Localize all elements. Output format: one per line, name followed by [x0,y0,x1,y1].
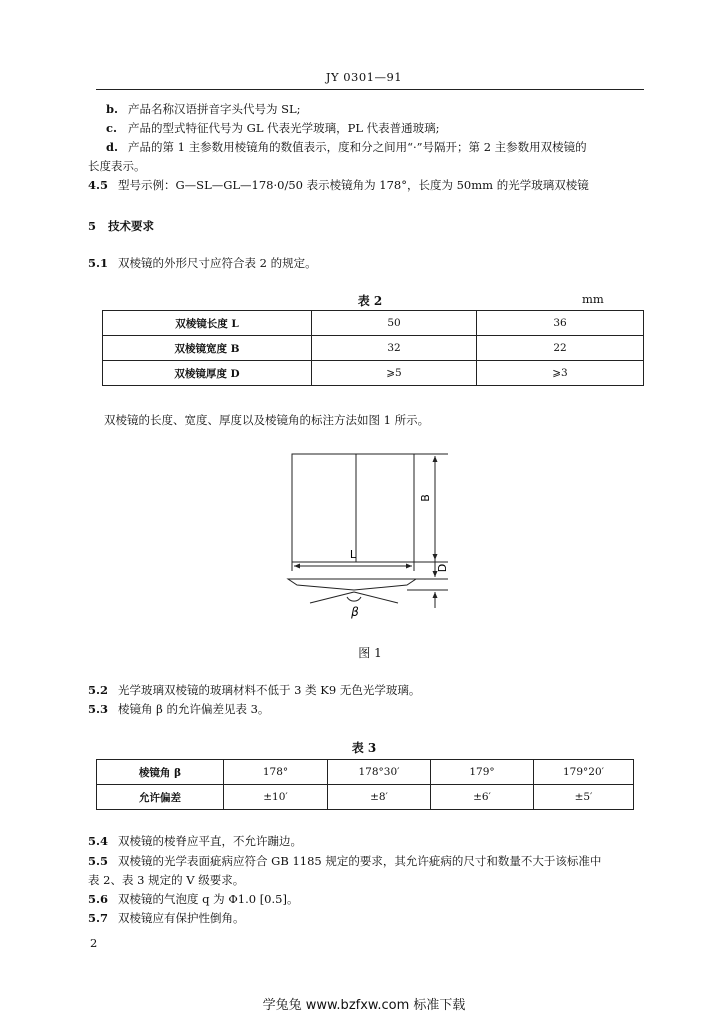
clause-5-5-number: 5.5 [88,854,109,868]
clause-4-5-number: 4.5 [88,178,109,192]
item-c-text: 产品的型式特征代号为 GL 代表光学玻璃，PL 代表普通玻璃; [128,121,440,135]
document-code: JY 0301—91 [325,70,403,84]
label-b: B [419,494,432,502]
table2-cell: 36 [477,311,644,336]
clause-4-5-text: 型号示例：G—SL—GL—178·0/50 表示棱镜角为 178°，长度为 50mm 的光学玻璃双棱镜 [118,178,589,192]
item-b-marker: b. [106,102,119,116]
table3-tolerance: ±5′ [534,785,634,810]
table3-angle: 178°30′ [328,760,431,785]
item-b-text: 产品名称汉语拼音字头代号为 SL; [128,102,301,116]
header-rule [96,89,644,90]
table-row [97,785,634,810]
table3-tolerance-label: 允许偏差 [97,785,224,810]
table3-angle: 178° [224,760,328,785]
label-l: L [349,548,357,561]
clause-5-3-number: 5.3 [88,702,109,716]
table3-angle: 179°20′ [534,760,634,785]
footer-watermark: 学兔兔 www.bzfxw.com 标准下载 [262,998,466,1013]
table2-label-width: 双棱镜宽度 B [103,336,312,361]
table2-label-length: 双棱镜长度 L [103,311,312,336]
clause-5-6-number: 5.6 [88,892,109,906]
clause-5-1-number: 5.1 [88,256,109,270]
table3-angle: 179° [431,760,534,785]
table-row [103,336,644,361]
figure-intro: 双棱镜的长度、宽度、厚度以及棱镜角的标注方法如图 1 所示。 [104,413,430,427]
table3-tolerance: ±6′ [431,785,534,810]
clause-5-1-text: 双棱镜的外形尺寸应符合表 2 的规定。 [118,256,317,270]
table2-cell: ⩾5 [312,361,477,386]
table2-unit: mm [582,292,604,306]
prism-top-view [292,454,414,562]
section-5-number: 5 [88,219,97,233]
page-number: 2 [90,936,98,950]
table2-label-thickness: 双棱镜厚度 D [103,361,312,386]
table2-cell: 50 [312,311,477,336]
table3-tolerance: ±8′ [328,785,431,810]
item-d-marker: d. [106,140,119,154]
table2-cell: 22 [477,336,644,361]
table2-cell: 32 [312,336,477,361]
clause-5-4-text: 双棱镜的棱脊应平直，不允许蹦边。 [118,834,302,848]
clause-5-5-text-line1: 双棱镜的光学表面疵病应符合 GB 1185 规定的要求，其允许疵病的尺寸和数量不大于该标准中 [118,854,602,868]
section-5-heading: 技术要求 [108,219,154,233]
table3-caption: 表 3 [351,741,377,755]
clause-5-2-number: 5.2 [88,683,109,697]
table2 [102,310,644,386]
item-c-marker: c. [106,121,118,135]
table-row [103,311,644,336]
figure-1-caption: 图 1 [358,646,382,660]
table2-caption: 表 2 [357,294,383,308]
table3-tolerance: ±10′ [224,785,328,810]
table2-cell: ⩾3 [477,361,644,386]
clause-5-4-number: 5.4 [88,834,109,848]
clause-5-7-text: 双棱镜应有保护性倒角。 [118,911,245,925]
table3 [96,759,634,810]
label-d: D [436,563,449,573]
clause-5-6-text: 双棱镜的气泡度 q 为 Φ1.0 [0.5]。 [118,892,299,906]
item-d-text-line1: 产品的第 1 主参数用棱镜角的数值表示，度和分之间用“·”号隔开；第 2 主参数用双棱镜的 [128,140,587,154]
clause-5-7-number: 5.7 [88,911,109,925]
table-row [97,760,634,785]
prism-side-view [288,579,416,590]
table-row [103,361,644,386]
clause-5-5-text-line2: 表 2、表 3 规定的 V 级要求。 [88,873,245,887]
figure-1-drawing [270,440,470,640]
angle-arc [347,597,361,601]
clause-5-2-text: 光学玻璃双棱镜的玻璃材料不低于 3 类 K9 无色光学玻璃。 [118,683,421,697]
clause-5-3-text: 棱镜角 β 的允许偏差见表 3。 [118,702,270,716]
label-beta: β [351,605,359,619]
item-d-text-line2: 长度表示。 [88,159,146,173]
table3-header-label: 棱镜角 β [97,760,224,785]
